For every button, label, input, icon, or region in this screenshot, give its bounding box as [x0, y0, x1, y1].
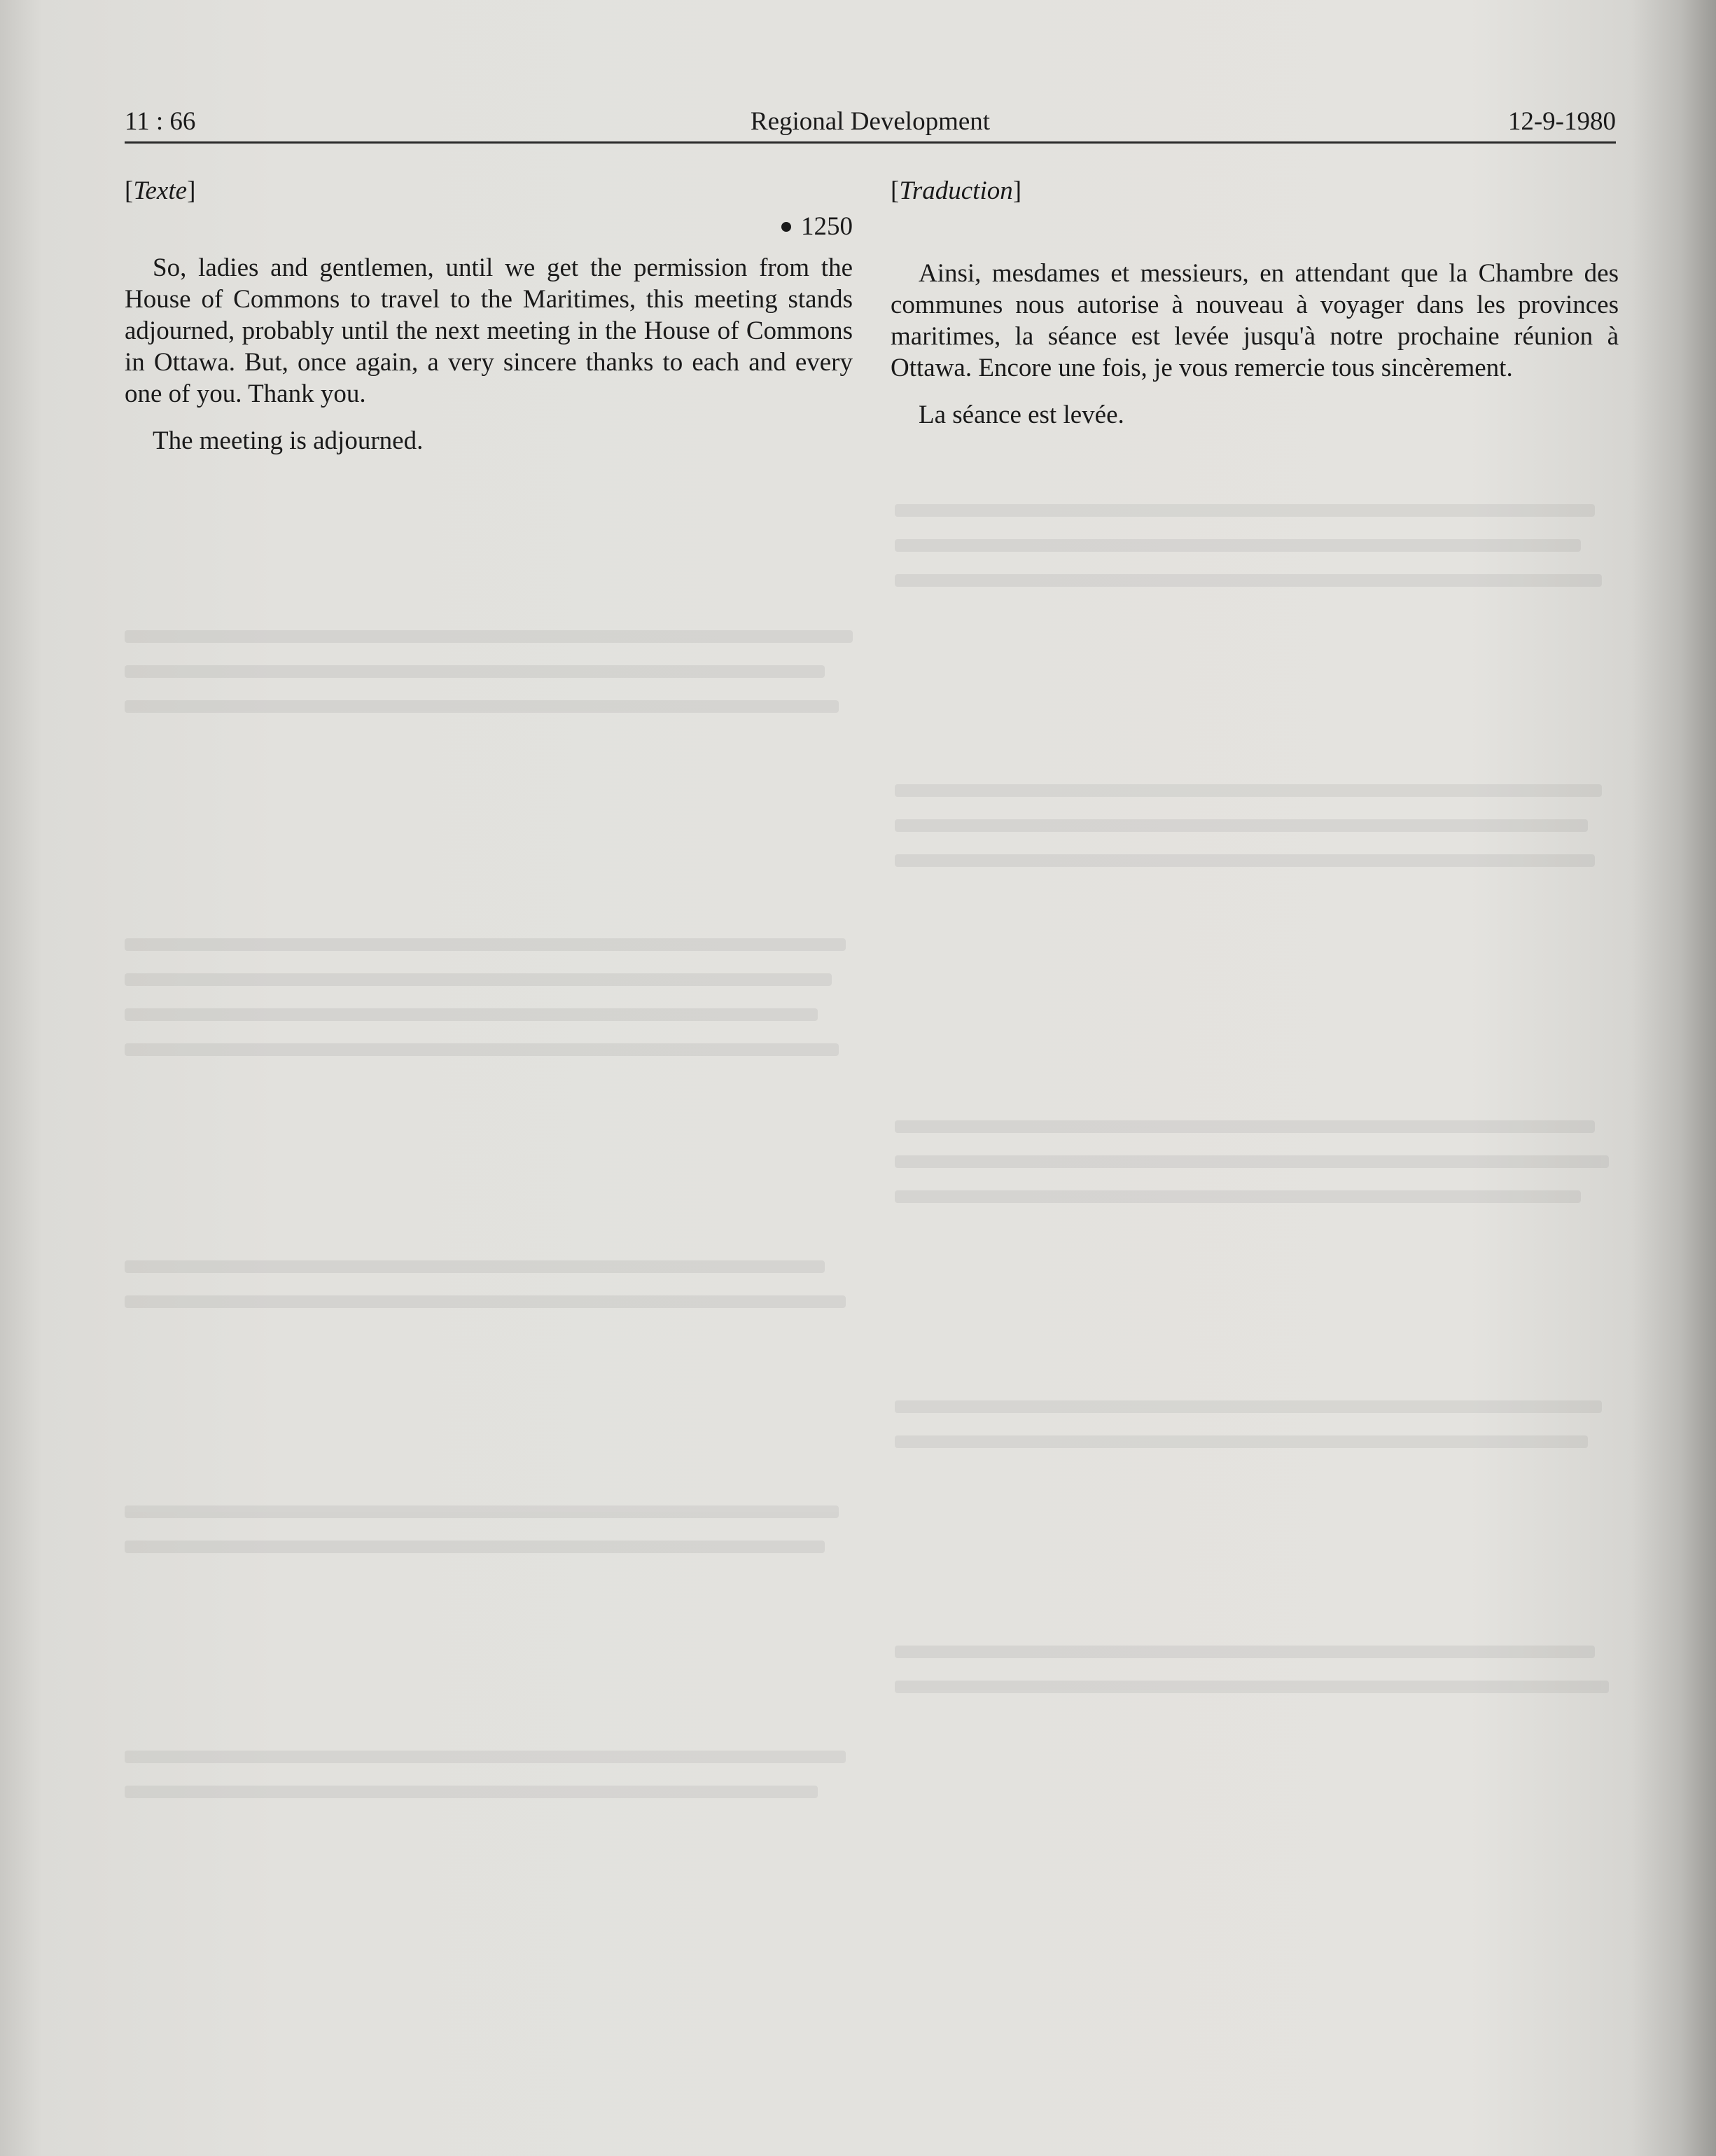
- column-label-traduction: [Traduction]: [891, 176, 1022, 205]
- running-title: Regional Development: [750, 107, 991, 136]
- bullet-icon: [781, 222, 791, 232]
- paragraph-adjournment-notice: So, ladies and gentlemen, until we get the permission from the House of Commons to travel to the Maritimes, this meeting stands adjourned, probably until the next meeting in the House of Commons in Ottawa. But, once again, a very sincere thanks to each and every one of you. Thank you.: [125, 253, 853, 408]
- page-header: [125, 102, 1616, 144]
- page-number: 11 : 66: [125, 107, 196, 136]
- column-label-texte: [Texte]: [125, 176, 196, 205]
- french-column: [891, 175, 1619, 446]
- bleed-through-texture: [125, 490, 1616, 1961]
- time-marker: 1250: [125, 211, 853, 242]
- sitting-date: 12-9-1980: [1507, 107, 1616, 136]
- english-column: [125, 175, 853, 472]
- paragraph-avis-levee: Ainsi, mesdames et messieurs, en attendant que la Chambre des communes nous autorise à nouveau à voyager dans les provinces maritimes, la séance est levée jusqu'à notre prochaine réunion à Ottawa. Encore une fois, je vous remercie tous sincèrement.: [891, 259, 1619, 382]
- paragraph-seance-levee: La séance est levée.: [919, 401, 1124, 429]
- paragraph-meeting-adjourned: The meeting is adjourned.: [153, 426, 424, 455]
